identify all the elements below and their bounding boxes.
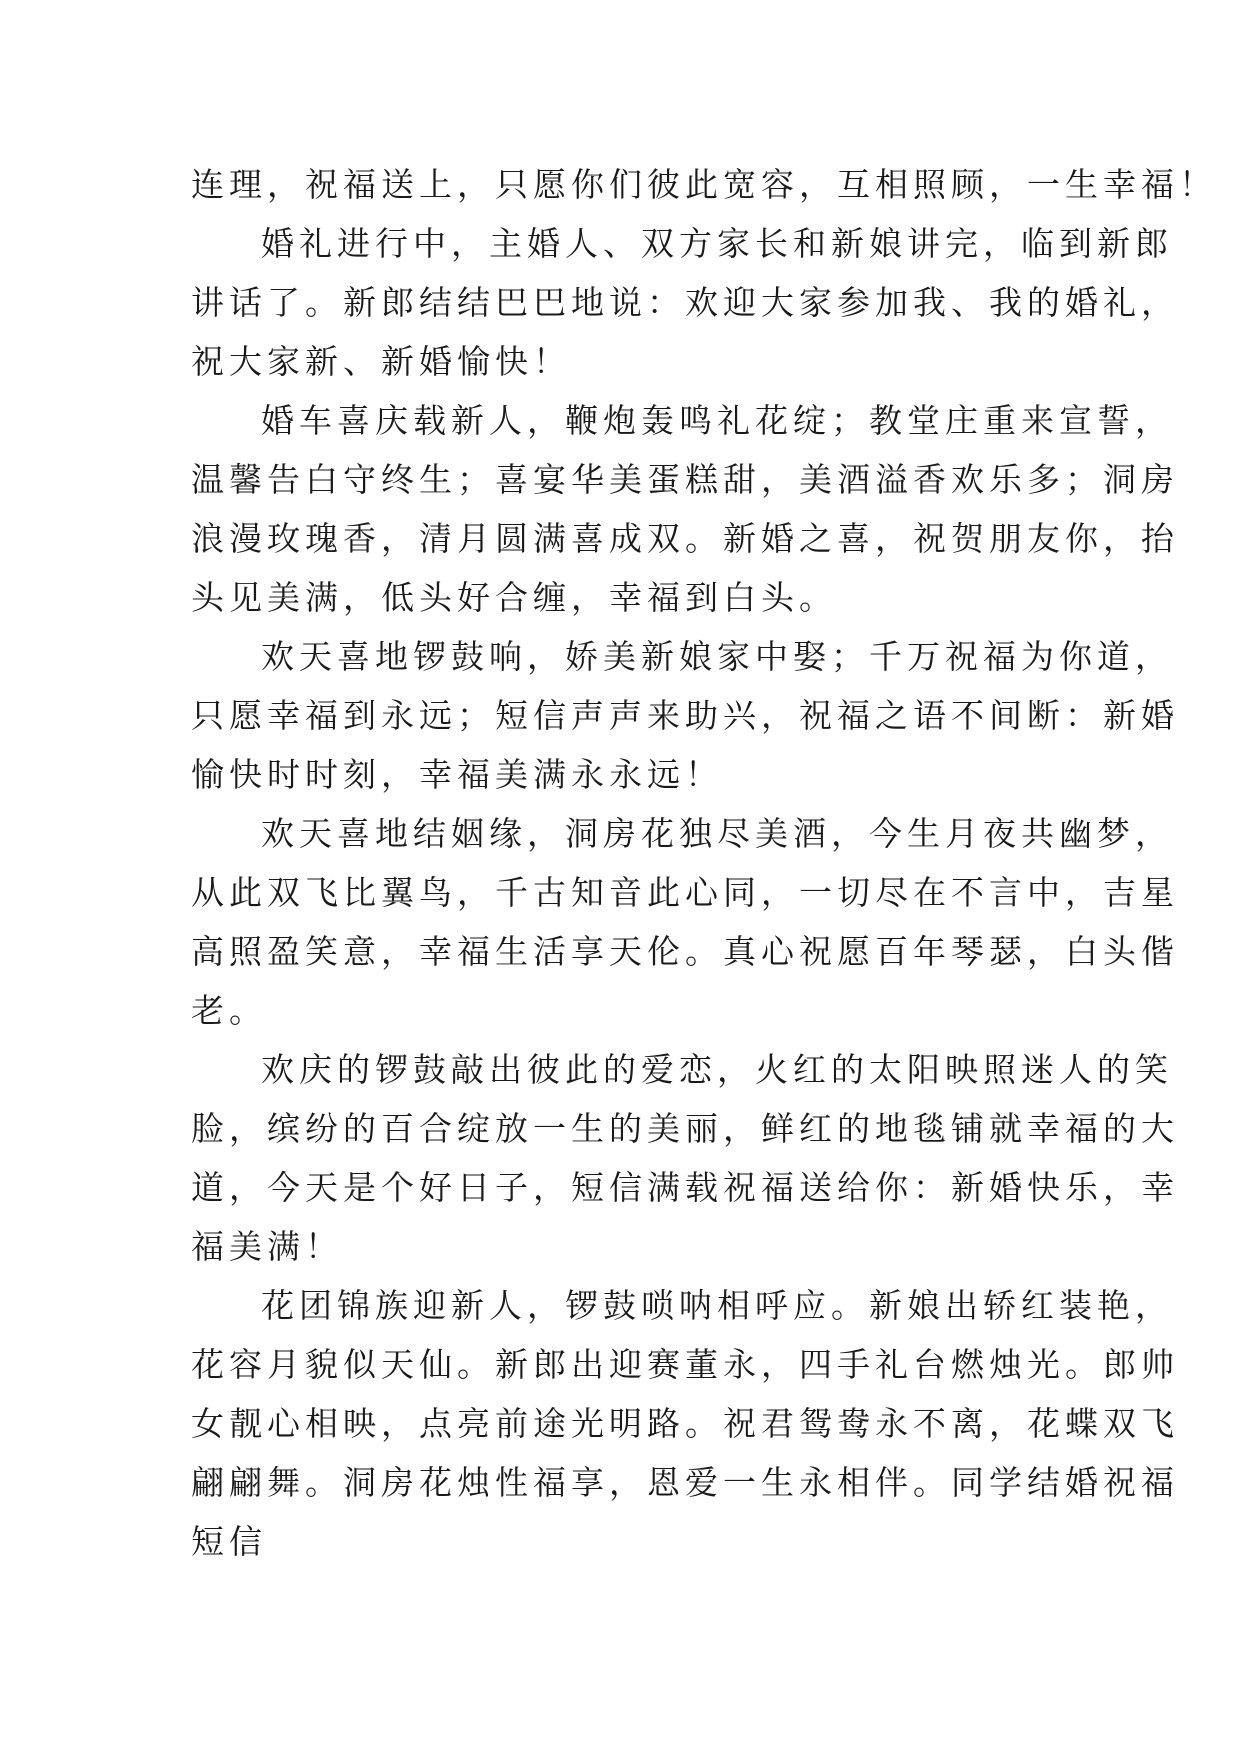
text-line: 祝大家新、新婚愉快！ [191,342,571,381]
text-line: 连理，祝福送上，只愿你们彼此宽容，互相照顾，一生幸福！ [191,165,1217,204]
paragraph-5 [191,804,1179,1040]
text-line: 头见美满，低头好合缠，幸福到白头。 [191,578,837,617]
text-line: 花容月貌似天仙。新郎出迎赛董永，四手礼台燃烛光。郎帅 [191,1345,1179,1384]
text-line: 欢庆的锣鼓敲出彼此的爱恋，火红的太阳映照迷人的笑 [261,1050,1173,1089]
text-line: 婚车喜庆载新人，鞭炮轰鸣礼花绽；教堂庄重来宣誓， [261,401,1173,440]
paragraph-3 [191,391,1179,627]
text-line: 福美满！ [191,1227,343,1266]
text-line: 温馨告白守终生；喜宴华美蛋糕甜，美酒溢香欢乐多；洞房 [191,460,1179,499]
text-line: 愉快时时刻，幸福美满永永远！ [191,755,723,794]
text-line: 浪漫玫瑰香，清月圆满喜成双。新婚之喜，祝贺朋友你，抬 [191,519,1179,558]
text-line: 高照盈笑意，幸福生活享天伦。真心祝愿百年琴瑟，白头偕 [191,932,1179,971]
text-line: 欢天喜地结姻缘，洞房花独尽美酒，今生月夜共幽梦， [261,814,1173,853]
paragraph-1 [191,155,1217,214]
text-line: 女靓心相映，点亮前途光明路。祝君鸳鸯永不离，花蝶双飞 [191,1404,1179,1443]
text-line: 短信 [191,1522,267,1561]
text-line: 翩翩舞。洞房花烛性福享，恩爱一生永相伴。同学结婚祝福 [191,1463,1179,1502]
paragraph-2 [191,214,1179,391]
paragraph-6 [191,1040,1179,1276]
text-line: 花团锦族迎新人，锣鼓唢呐相呼应。新娘出轿红装艳， [261,1286,1173,1325]
paragraph-7 [191,1276,1179,1571]
text-line: 道，今天是个好日子，短信满载祝福送给你：新婚快乐，幸 [191,1168,1179,1207]
text-line: 脸，缤纷的百合绽放一生的美丽，鲜红的地毯铺就幸福的大 [191,1109,1179,1148]
text-line: 只愿幸福到永远；短信声声来助兴，祝福之语不间断：新婚 [191,696,1179,735]
text-line: 婚礼进行中，主婚人、双方家长和新娘讲完，临到新郎 [261,224,1173,263]
text-line: 从此双飞比翼鸟，千古知音此心同，一切尽在不言中，吉星 [191,873,1179,912]
text-line: 老。 [191,991,267,1030]
paragraph-4 [191,627,1179,804]
document-body [191,155,1217,1571]
text-line: 讲话了。新郎结结巴巴地说：欢迎大家参加我、我的婚礼， [191,283,1179,322]
text-line: 欢天喜地锣鼓响，娇美新娘家中娶；千万祝福为你道， [261,637,1173,676]
